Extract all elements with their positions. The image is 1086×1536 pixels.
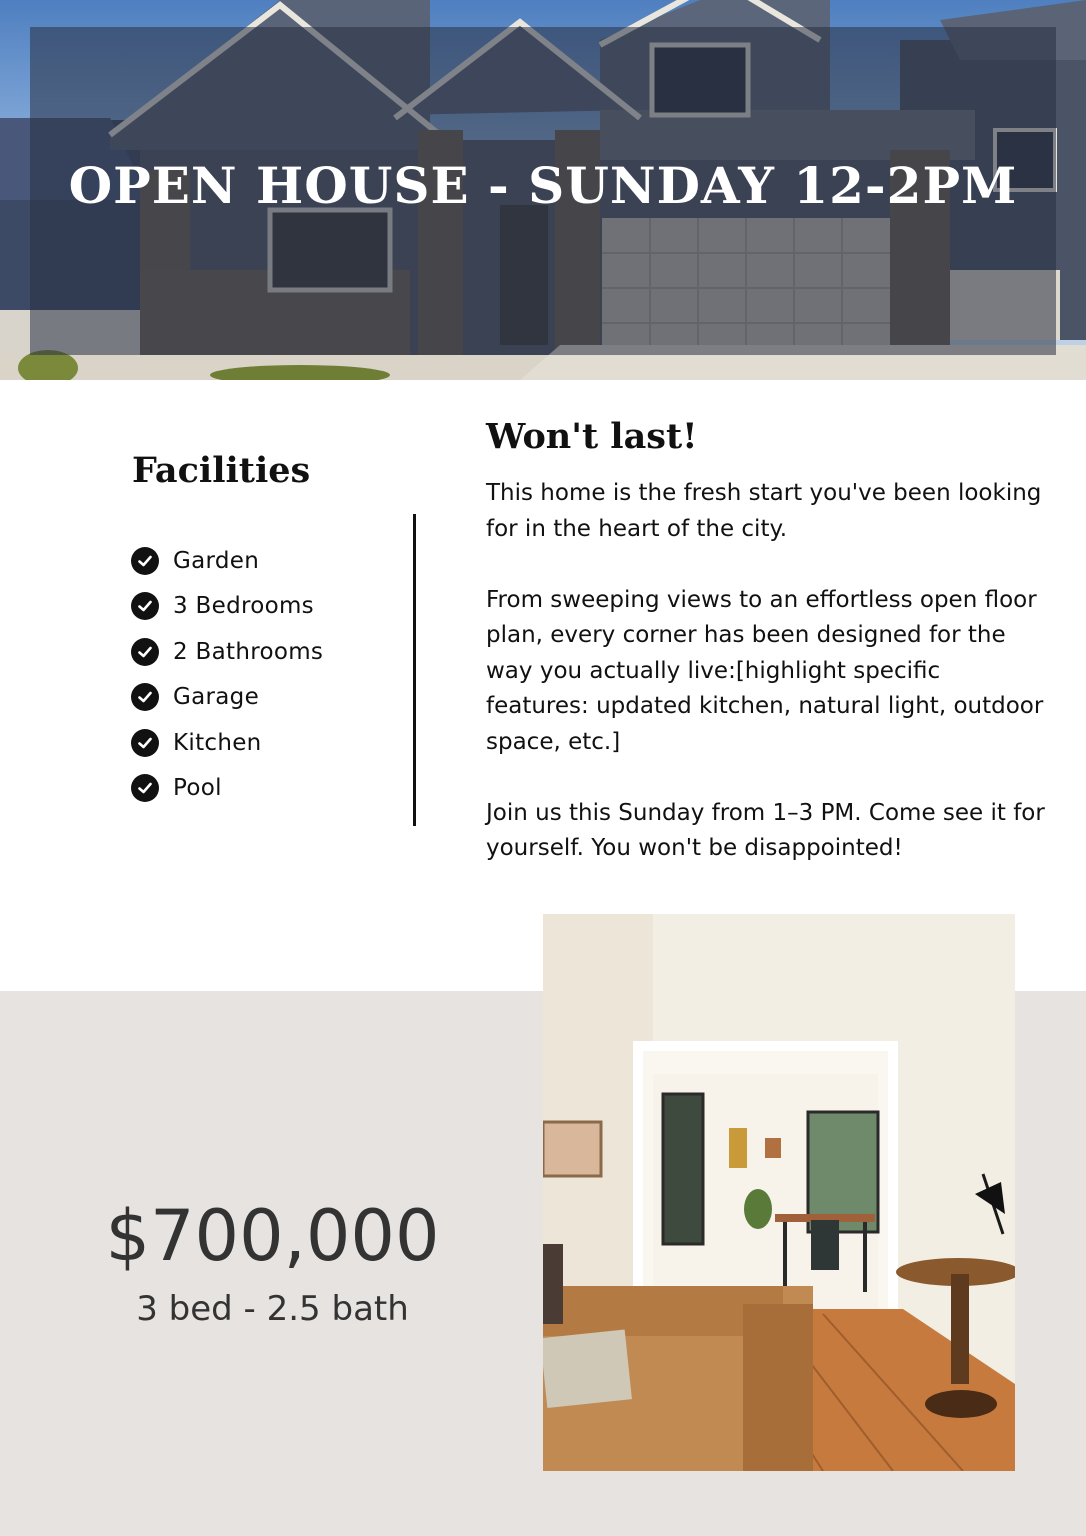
vertical-divider: [413, 514, 416, 826]
description-paragraph: Join us this Sunday from 1–3 PM. Come see it for yourself. You won't be disappointed!: [486, 799, 1045, 861]
facility-item: [131, 766, 323, 812]
hero-title: OPEN HOUSE - SUNDAY 12-2PM: [68, 156, 1018, 215]
facility-item: [131, 629, 323, 675]
description-heading: Won't last!: [486, 416, 698, 457]
facilities-list: [131, 538, 323, 811]
interior-photo: [543, 914, 1015, 1471]
hero-banner: [0, 0, 1086, 380]
facility-label: Pool: [173, 775, 222, 802]
check-circle-icon: [131, 683, 159, 711]
check-circle-icon: [131, 638, 159, 666]
check-circle-icon: [131, 547, 159, 575]
price: $700,000: [105, 1195, 440, 1277]
check-circle-icon: [131, 592, 159, 620]
bed-bath-summary: 3 bed - 2.5 bath: [136, 1289, 409, 1329]
check-circle-icon: [131, 729, 159, 757]
check-circle-icon: [131, 774, 159, 802]
facility-label: 3 Bedrooms: [173, 593, 314, 620]
facility-item: [131, 538, 323, 584]
facility-item: [131, 675, 323, 721]
facility-label: 2 Bathrooms: [173, 638, 324, 665]
description-paragraph: This home is the fresh start you've been looking for in the heart of the city.: [486, 480, 1042, 542]
facility-label: Kitchen: [173, 729, 262, 756]
facility-label: Garage: [173, 684, 260, 711]
facility-item: [131, 720, 323, 766]
facility-item: [131, 584, 323, 630]
facility-label: Garden: [173, 547, 260, 574]
facilities-heading: Facilities: [132, 450, 311, 491]
description-body: [486, 476, 1046, 867]
living-room-illustration: [543, 914, 1015, 1471]
description-paragraph: From sweeping views to an effortless open floor plan, every corner has been designed for the way you actually live:[highlight specific features: updated kitchen, natural light, outdoor space, etc.]: [486, 586, 1044, 755]
